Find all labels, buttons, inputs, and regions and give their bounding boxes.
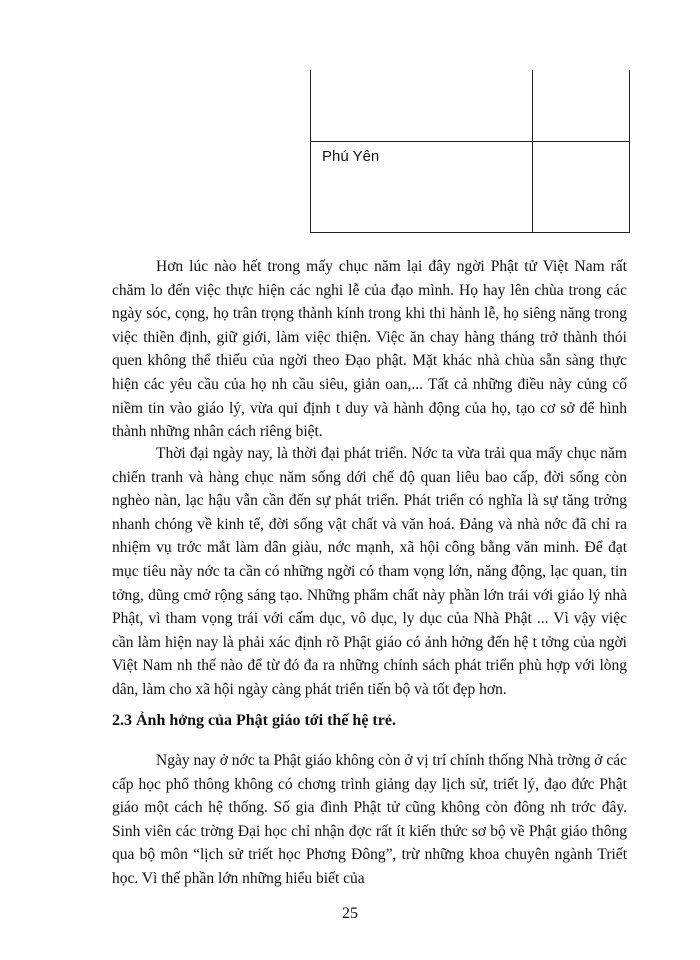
paragraph-youth: Ngày nay ở nớc ta Phật giáo không còn ở vị trí chính thống Nhà trờng ở các cấp học phổ thông không có chơng trình giảng dạy lịch sử, triết lý, đạo đức Phật giáo một cách hệ thống. Số gia đình Phật tử cũng không còn đông nh trớc đây. Sinh viên các trờng Đại học chỉ nhận đợc rất ít kiến thức sơ bộ về Phật giáo thông qua bộ môn “lịch sử triết học Phơng Đông”, trừ những khoa chuyên ngành Triết học. Vì thế phần lớn những hiểu biết của xyxy=(112,752,628,887)
table-row-divider xyxy=(310,141,630,142)
table-border-middle xyxy=(532,70,533,233)
table-fragment xyxy=(310,70,630,233)
page-number: 25 xyxy=(342,905,358,922)
table-border-right xyxy=(629,70,630,233)
paragraph-rituals: Hơn lúc nào hết trong mấy chục năm lại đây ngời Phật tử Việt Nam rất chăm lo đến việc thực hiện các nghi lễ của đạo mình. Họ hay lên chùa trong các ngày sóc, cọng, họ trân trọng thành kính trong khi thi hành lễ, họ siêng năng trong việc thiền định, giữ giới, làm việc thiện. Việc ăn chay hàng tháng trở thành thói quen không thể thiếu của ngời theo Đạo phật. Mặt khác nhà chùa sẵn sàng thực hiện các yêu cầu của họ nh cầu siêu, giản oan,... Tất cả những điều này củng cố niềm tin vào giáo lý, vừa qui định t duy và hành động của họ, tạo cơ sở để hình thành những nhân cách riêng biệt. xyxy=(112,258,627,441)
paragraph-development: Thời đại ngày nay, là thời đại phát triển. Nớc ta vừa trải qua mấy chục năm chiến tranh và hàng chục năm sống dới chế độ quan liêu bao cấp, đời sống còn nghèo nàn, lạc hậu vẫn cần đến sự phát triển. Phát triển có nghĩa là sự tăng trởng nhanh chóng về kinh tế, đời sống vật chất và văn hoá. Đảng và nhà nớc đã chỉ ra nhiệm vụ trớc mắt làm dân giàu, nớc mạnh, xã hội công bằng văn minh. Để đạt mục tiêu này nớc ta cần có những ngời có tham vọng lớn, năng động, lạc quan, tin tởng, dũng cmở rộng sáng tạo. Những phẩm chất này phần lớn trái với giáo lý nhà Phật, vì tham vọng trái với cấm dục, vô dục, ly dục của Nhà Phật ... Vì vậy việc cần làm hiện nay là phải xác định rõ Phật giáo có ảnh hởng đến hệ t tởng của ngời Việt Nam nh thế nào để từ đó đa ra những chính sách phát triển phù hợp với lòng dân, làm cho xã hội ngày càng phát triển tiến bộ và tốt đẹp hơn. xyxy=(112,445,627,698)
table-border-left xyxy=(310,70,311,233)
section-heading: 2.3 Ảnh hởng của Phật giáo tới thế hệ trẻ. xyxy=(112,712,396,729)
table-border-bottom xyxy=(310,232,630,233)
table-cell-province: Phú Yên xyxy=(322,148,380,165)
